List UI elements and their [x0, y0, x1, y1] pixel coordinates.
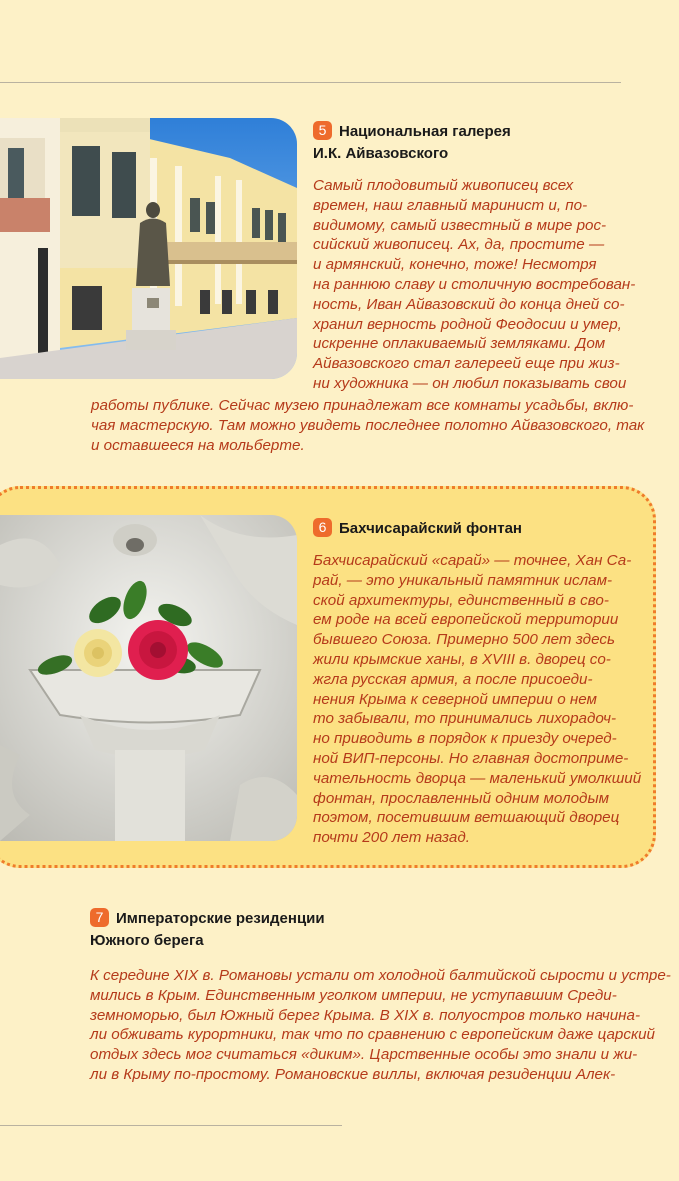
section-5-number: 5 [313, 121, 332, 140]
text-line: жили крымские ханы, в XVIII в. дворец со- [313, 650, 611, 668]
text-line: рай, — это уникальный памятник ислам- [313, 571, 613, 589]
text-line: бывшего Союза. Примерно 500 лет здесь [313, 631, 615, 649]
text-line: жгла русская армия, а после присоеди- [313, 670, 593, 688]
section-7-title-line-2: Южного берега [90, 932, 204, 949]
section-5-title-line-1: Национальная галерея [339, 123, 511, 140]
text-line: хранил верность родной Феодосии и умер, [313, 315, 622, 333]
bottom-divider [0, 1125, 342, 1126]
section-5-title-line-2: И.К. Айвазовского [313, 145, 449, 162]
text-line: ской архитектуры, единственный в сво- [313, 591, 609, 609]
text-line: то забывали, то принимались лихорадоч- [313, 710, 617, 728]
text-line: сийский живописец. Ах, да, простите — [313, 236, 605, 254]
text-line: ем роде на всей европейской территории [313, 611, 619, 629]
section-6-heading [313, 518, 522, 540]
text-line: земноморью, был Южный берег Крыма. В XIX в. полуостров только начина- [90, 1006, 641, 1024]
text-line: Айвазовского стал галереей еще при жиз- [313, 355, 620, 373]
text-line: ной ВИП-персоны. Но главная достоприме- [313, 749, 629, 767]
section-7-title-line-1: Императорские резиденции [116, 910, 325, 927]
text-line: Самый плодовитый живописец всех [313, 177, 574, 194]
top-divider [0, 82, 621, 83]
section-5-body-wide [91, 396, 644, 455]
text-line: чательность дворца — маленький умолкший [313, 769, 642, 787]
text-line: почти 200 лет назад. [313, 829, 470, 847]
text-line: отдых здесь мог считаться «диким». Царственные особы это знали и жи- [90, 1046, 638, 1064]
text-line: но приводить в порядок к приезду очеред- [313, 730, 617, 748]
text-line: на раннюю славу и столичную востребован- [313, 275, 636, 293]
text-line: работы публике. Сейчас музею принадлежат все комнаты усадьбы, вклю- [91, 397, 634, 414]
text-line: ли в Крыму по-простому. Романовские виллы, включая резиденции Алек- [90, 1065, 616, 1083]
aivazovsky-gallery-photo [0, 118, 297, 379]
text-line: нения Крыма к северной империи о нем [313, 690, 597, 708]
text-line: времен, наш главный маринист и, по- [313, 196, 588, 214]
section-6-number: 6 [313, 518, 332, 537]
text-line: ни художника — он любил показывать свои [313, 374, 627, 392]
bakhchisaray-fountain-photo [0, 515, 297, 841]
section-7-number: 7 [90, 908, 109, 927]
text-line: чая мастерскую. Там можно увидеть последнее полотно Айвазовского, так [91, 416, 645, 434]
section-7-heading [90, 908, 325, 952]
section-5-body-narrow [313, 176, 635, 394]
section-7-body [90, 966, 671, 1085]
text-line: К середине XIX в. Романовы устали от холодной балтийской сырости и устре- [90, 967, 671, 984]
text-line: искренне оплакиваемый земляками. Дом [313, 335, 606, 353]
text-line: мились в Крым. Единственным уголком империи, не уступавшим Среди- [90, 986, 617, 1004]
section-5-heading [313, 121, 511, 165]
text-line: ли обживать курортники, так что по сравнению с европейским даже царский [90, 1026, 656, 1044]
text-line: и оставшееся на мольберте. [91, 436, 305, 454]
text-line: видимому, самый известный в мире рос- [313, 216, 607, 234]
text-line: и армянский, конечно, тоже! Несмотря [313, 256, 597, 274]
text-line: ность, Иван Айвазовский до конца дней со- [313, 295, 625, 313]
text-line: Бахчисарайский «сарай» — точнее, Хан Са- [313, 552, 632, 569]
text-line: поэтом, посетившим ветшающий дворец [313, 809, 620, 827]
section-6-title-line-1: Бахчисарайский фонтан [339, 520, 522, 537]
text-line: фонтан, прославленный одним молодым [313, 789, 610, 807]
section-6-body [313, 551, 641, 848]
